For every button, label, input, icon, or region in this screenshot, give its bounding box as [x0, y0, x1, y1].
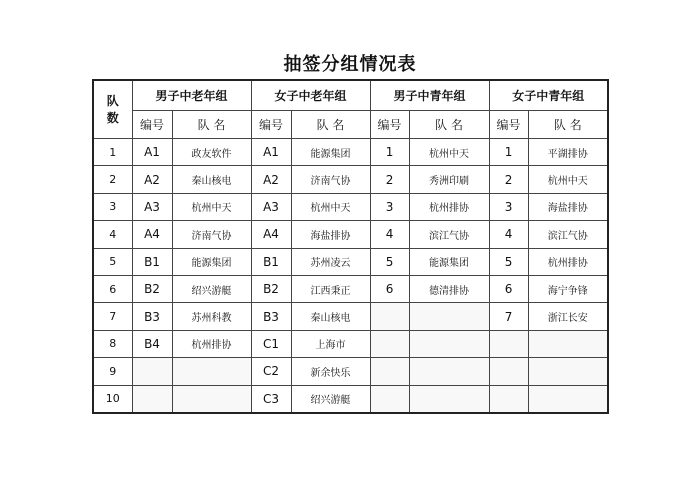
team-name-cell	[172, 358, 251, 385]
team-name-cell: 浙江长安	[528, 303, 608, 330]
team-number-header-top: 队	[106, 93, 119, 108]
team-number-cell: 6	[93, 275, 132, 302]
team-name-cell: 海宁争锋	[528, 275, 608, 302]
table-row	[93, 248, 608, 275]
table-row	[93, 221, 608, 248]
group-header-women-youth: 女子中青年组	[489, 80, 608, 111]
code-header: 编号	[370, 111, 409, 139]
draw-code-cell: A4	[251, 221, 291, 248]
draw-code-cell: B3	[132, 303, 172, 330]
team-name-cell: 秦山核电	[291, 303, 370, 330]
team-name-cell	[409, 330, 489, 357]
team-name-cell: 杭州中天	[172, 193, 251, 220]
team-name-cell	[528, 330, 608, 357]
draw-code-cell: A1	[132, 139, 172, 166]
draw-code-cell: 4	[489, 221, 528, 248]
team-number-cell: 8	[93, 330, 132, 357]
draw-code-cell	[489, 385, 528, 413]
team-name-header: 队 名	[172, 111, 251, 139]
code-header: 编号	[489, 111, 528, 139]
team-name-cell: 杭州排协	[528, 248, 608, 275]
team-name-cell: 滨江气协	[528, 221, 608, 248]
draw-code-cell: A4	[132, 221, 172, 248]
table-row	[93, 166, 608, 193]
team-name-cell: 杭州中天	[291, 193, 370, 220]
team-name-cell: 能源集团	[409, 248, 489, 275]
team-name-header: 队 名	[528, 111, 608, 139]
team-name-cell: 杭州中天	[409, 139, 489, 166]
team-name-header: 队 名	[291, 111, 370, 139]
team-name-cell: 政友软件	[172, 139, 251, 166]
table-row	[93, 330, 608, 357]
draw-code-cell	[370, 303, 409, 330]
team-name-cell: 杭州排协	[409, 193, 489, 220]
team-name-cell	[528, 385, 608, 413]
draw-code-cell: 5	[370, 248, 409, 275]
team-name-cell: 滨江气协	[409, 221, 489, 248]
team-number-cell: 9	[93, 358, 132, 385]
team-name-cell: 苏州科教	[172, 303, 251, 330]
team-name-cell: 杭州中天	[528, 166, 608, 193]
code-header: 编号	[251, 111, 291, 139]
team-name-cell: 江西秉正	[291, 275, 370, 302]
draw-code-cell: C2	[251, 358, 291, 385]
draw-code-cell	[489, 358, 528, 385]
draw-code-cell: B3	[251, 303, 291, 330]
draw-code-cell: 4	[370, 221, 409, 248]
table-row	[93, 385, 608, 413]
team-name-cell	[528, 358, 608, 385]
table-row	[93, 303, 608, 330]
team-name-cell: 能源集团	[291, 139, 370, 166]
draw-code-cell: A3	[251, 193, 291, 220]
table-row	[93, 139, 608, 166]
team-name-cell: 海盐排协	[291, 221, 370, 248]
draw-code-cell	[370, 385, 409, 413]
team-number-cell: 3	[93, 193, 132, 220]
draw-code-cell: A1	[251, 139, 291, 166]
draw-code-cell: 7	[489, 303, 528, 330]
draw-code-cell: 2	[370, 166, 409, 193]
draw-code-cell: A2	[251, 166, 291, 193]
team-number-header	[93, 80, 132, 139]
draw-code-cell: B4	[132, 330, 172, 357]
team-name-cell: 新余快乐	[291, 358, 370, 385]
team-number-cell: 10	[93, 385, 132, 413]
team-name-cell	[172, 385, 251, 413]
team-number-cell: 4	[93, 221, 132, 248]
group-header-men-youth: 男子中青年组	[370, 80, 489, 111]
team-number-cell: 5	[93, 248, 132, 275]
team-name-cell: 济南气协	[291, 166, 370, 193]
draw-code-cell	[489, 330, 528, 357]
team-name-cell: 上海市	[291, 330, 370, 357]
draw-code-cell: B2	[251, 275, 291, 302]
team-name-cell: 德清排协	[409, 275, 489, 302]
draw-code-cell: C1	[251, 330, 291, 357]
draw-code-cell	[370, 330, 409, 357]
code-header: 编号	[132, 111, 172, 139]
team-name-cell: 济南气协	[172, 221, 251, 248]
team-name-cell: 绍兴游艇	[172, 275, 251, 302]
table-row	[93, 275, 608, 302]
team-name-cell: 秦山核电	[172, 166, 251, 193]
team-name-cell: 秀洲印刷	[409, 166, 489, 193]
draw-code-cell: B2	[132, 275, 172, 302]
team-number-header-bottom: 数	[106, 110, 119, 125]
draw-code-cell: A2	[132, 166, 172, 193]
draw-group-table	[92, 79, 609, 414]
team-name-cell	[409, 385, 489, 413]
table-row	[93, 193, 608, 220]
draw-code-cell	[132, 385, 172, 413]
table-body	[93, 139, 608, 413]
team-number-cell: 7	[93, 303, 132, 330]
draw-code-cell: 3	[370, 193, 409, 220]
draw-code-cell: 3	[489, 193, 528, 220]
team-name-header: 队 名	[409, 111, 489, 139]
draw-code-cell	[132, 358, 172, 385]
team-number-cell: 1	[93, 139, 132, 166]
draw-code-cell: 6	[370, 275, 409, 302]
draw-code-cell: 6	[489, 275, 528, 302]
draw-code-cell: 2	[489, 166, 528, 193]
team-name-cell	[409, 358, 489, 385]
team-name-cell: 平湖排协	[528, 139, 608, 166]
draw-code-cell: C3	[251, 385, 291, 413]
draw-code-cell: B1	[251, 248, 291, 275]
draw-code-cell: 1	[370, 139, 409, 166]
draw-code-cell	[370, 358, 409, 385]
table-row	[93, 358, 608, 385]
team-number-cell: 2	[93, 166, 132, 193]
draw-code-cell: A3	[132, 193, 172, 220]
team-name-cell	[409, 303, 489, 330]
team-name-cell: 杭州排协	[172, 330, 251, 357]
draw-code-cell: B1	[132, 248, 172, 275]
team-name-cell: 绍兴游艇	[291, 385, 370, 413]
page-title: 抽签分组情况表	[283, 54, 417, 75]
group-header-women-senior: 女子中老年组	[251, 80, 370, 111]
draw-code-cell: 5	[489, 248, 528, 275]
group-header-men-senior: 男子中老年组	[132, 80, 251, 111]
draw-code-cell: 1	[489, 139, 528, 166]
team-name-cell: 海盐排协	[528, 193, 608, 220]
team-name-cell: 能源集团	[172, 248, 251, 275]
team-name-cell: 苏州凌云	[291, 248, 370, 275]
